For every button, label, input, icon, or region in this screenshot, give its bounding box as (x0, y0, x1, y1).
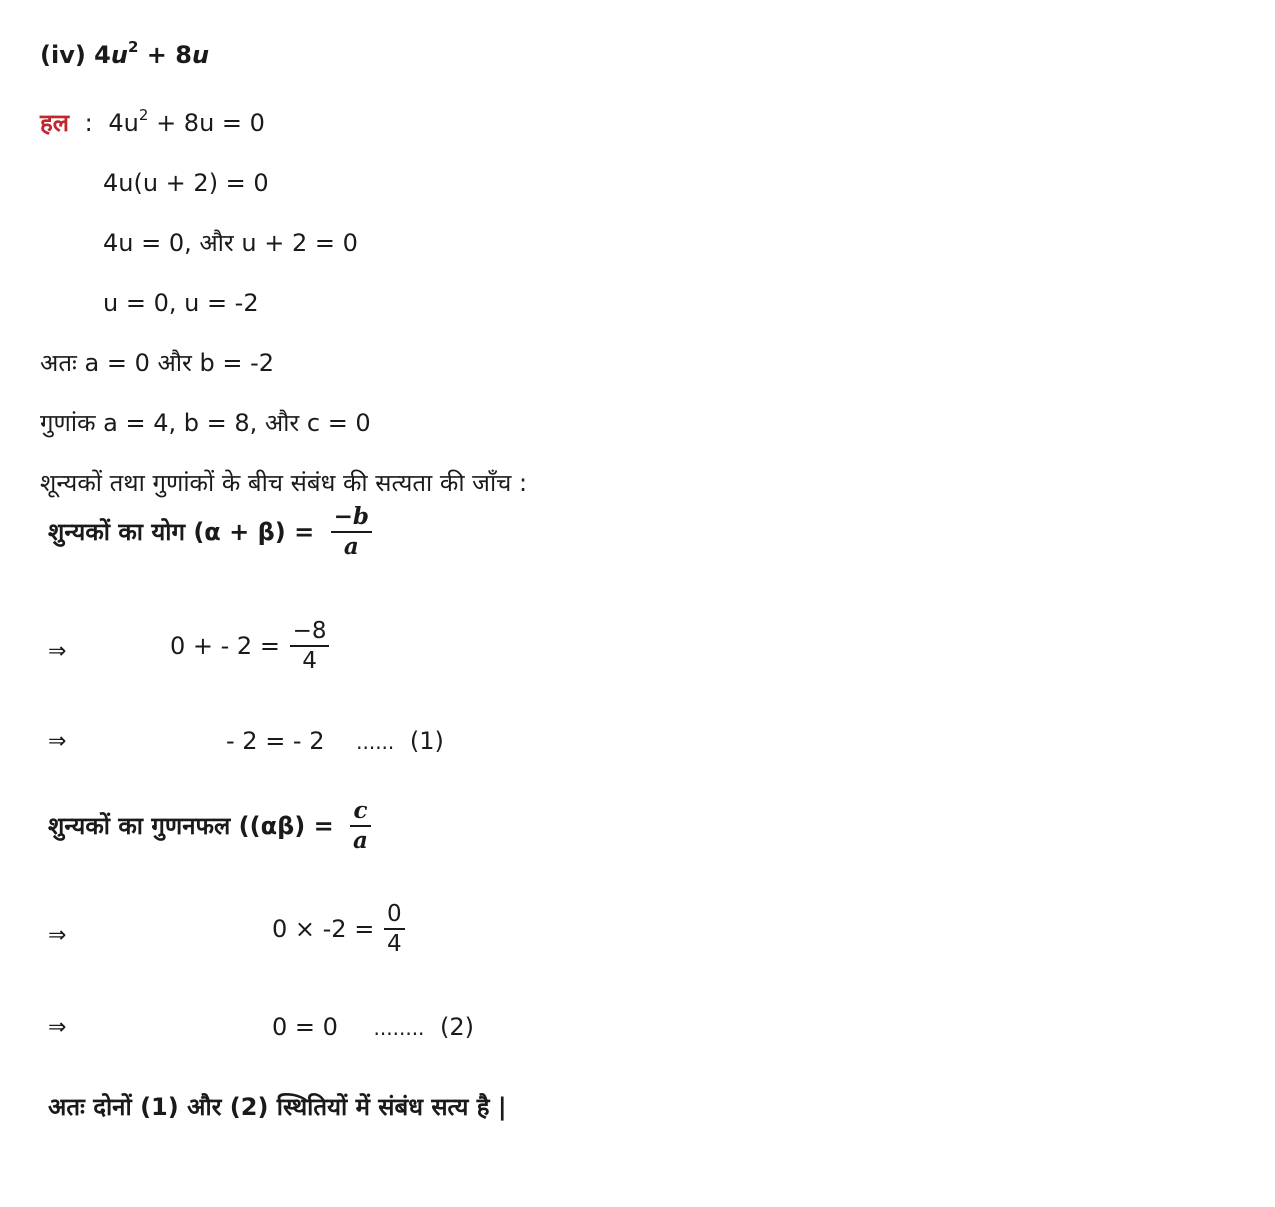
product-step-1: 0 × -2 = $\frac{0}{4}$ (272, 900, 405, 958)
product-fraction: $\frac{c}{a}$ (350, 797, 371, 855)
solution-line-6: गुणांक a = 4, b = 8, और c = 0 (40, 409, 371, 437)
solution-line-4: u = 0, u = -2 (103, 289, 259, 317)
implies-arrow-4: ⇒ (48, 1015, 67, 1040)
solution-label: हल (40, 109, 70, 137)
question-number: (iv) (40, 41, 86, 69)
implies-arrow-3: ⇒ (48, 923, 67, 948)
equation-ref-2: (2) (440, 1013, 475, 1041)
sum-of-zeroes-line (48, 503, 372, 561)
sum-step-1: 0 + - 2 = $\frac{-8}{4}$ (170, 617, 329, 675)
sum-step-1-fraction: $\frac{-8}{4}$ (290, 617, 330, 675)
verification-heading: शून्यकों तथा गुणांकों के बीच संबंध की सत्यता की जाँच : (40, 469, 528, 497)
solution-line-5: अतः a = 0 और b = -2 (40, 349, 274, 377)
question-expression: $4u^2 + 8u$ (94, 38, 210, 69)
question-heading (40, 40, 209, 70)
implies-arrow-1: ⇒ (48, 639, 67, 664)
solution-line-3: 4u = 0, और u + 2 = 0 (103, 229, 358, 257)
product-step-2: 0 = 0 ........ (2) (272, 1013, 475, 1041)
sum-fraction: $\frac{-b}{a}$ (331, 503, 372, 561)
sum-of-zeroes-label: शुन्यकों का योग (α + β) = (48, 518, 315, 546)
implies-arrow-2: ⇒ (48, 729, 67, 754)
conclusion: अतः दोनों (1) और (2) स्थितियों में संबंध सत्य है | (48, 1093, 507, 1121)
product-step-1-fraction: $\frac{0}{4}$ (384, 900, 405, 958)
equation-ref-1: (1) (409, 727, 444, 755)
solution-line-2: 4u(u + 2) = 0 (103, 169, 269, 197)
solution-line-1: हल : $4u^2 + 8u = 0$ (40, 106, 265, 137)
solution-colon: : (84, 109, 93, 137)
sum-step-2: - 2 = - 2 ...... (1) (226, 727, 444, 755)
product-of-zeroes-label: शुन्यकों का गुणनफल ((αβ) = (48, 812, 334, 840)
product-of-zeroes-line (48, 797, 371, 855)
